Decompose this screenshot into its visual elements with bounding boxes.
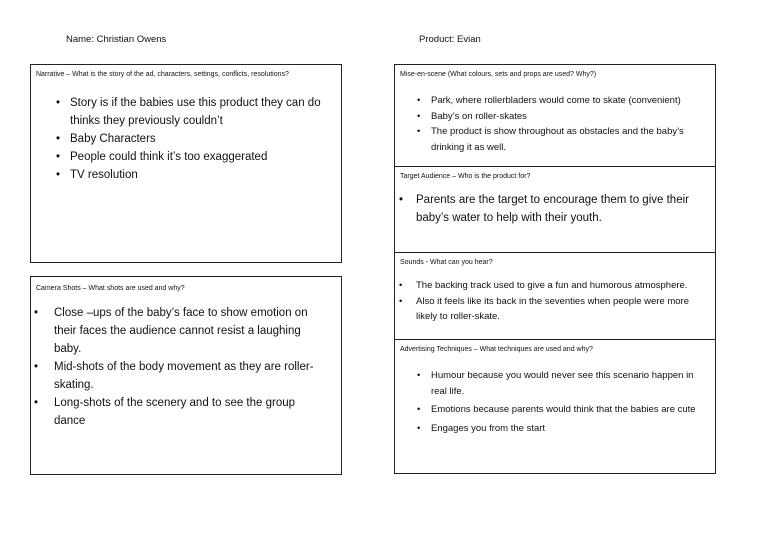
list-item: • Park, where rollerbladers would come to skate (convenient) <box>417 95 681 106</box>
camera-title: Camera Shots – What shots are used and why? <box>36 285 185 292</box>
camera-box <box>30 276 342 475</box>
list-item: • The backing track used to give a fun and humorous atmosphere. <box>399 280 688 291</box>
list-item: • TV resolution <box>56 169 138 181</box>
list-item: • Story is if the babies use this product they can do thinks they previously couldn’t <box>56 97 321 127</box>
list-item: • Close –ups of the baby’s face to show emotion on their faces the audience cannot resist a laughing baby. <box>34 307 308 355</box>
narrative-list <box>31 94 341 184</box>
list-item: • Emotions because parents would think that the babies are cute <box>417 404 696 415</box>
target-audience-section <box>395 166 715 252</box>
audience-title: Target Audience – Who is the product for? <box>400 173 531 180</box>
list-item: • The product is show throughout as obstacles and the baby’s drinking it as well. <box>417 126 684 153</box>
list-item: • Baby Characters <box>56 133 156 145</box>
list-item: • Engages you from the start <box>417 422 546 434</box>
analysis-box <box>394 64 716 474</box>
list-item: • Also it feels like its back in the seventies when people were more likely to roller-skate. <box>399 295 689 322</box>
advertising-title: Advertising Techniques – What techniques are used and why? <box>400 346 593 353</box>
list-item: • People could think it’s too exaggerated <box>56 151 268 163</box>
sounds-title: Sounds - What can you hear? <box>400 259 493 266</box>
mise-en-scene-section <box>395 65 715 166</box>
sounds-section <box>395 252 715 339</box>
list-item: • Baby’s on roller-skates <box>417 110 527 122</box>
mise-title: Mise-en-scene (What colours, sets and props are used? Why?) <box>400 71 597 78</box>
name-label: Name: Christian Owens <box>66 34 167 45</box>
narrative-box <box>30 64 342 263</box>
list-item: • Parents are the target to encourage them to give their baby’s water to help with their youth. <box>399 194 689 224</box>
sounds-list <box>395 278 715 325</box>
list-item: • Humour because you would never see this scenario happen in real life. <box>417 370 694 397</box>
product-label: Product: Evian <box>419 34 481 45</box>
list-item: • Mid-shots of the body movement as they are roller-skating. <box>34 361 314 391</box>
advertising-list <box>395 368 715 436</box>
narrative-title: Narrative – What is the story of the ad, characters, settings, conflicts, resolutions? <box>36 71 289 78</box>
mise-list <box>395 93 715 155</box>
camera-list <box>31 304 341 430</box>
list-item: • Long-shots of the scenery and to see the group dance <box>34 397 296 427</box>
audience-list <box>395 191 715 227</box>
advertising-techniques-section <box>395 339 715 473</box>
